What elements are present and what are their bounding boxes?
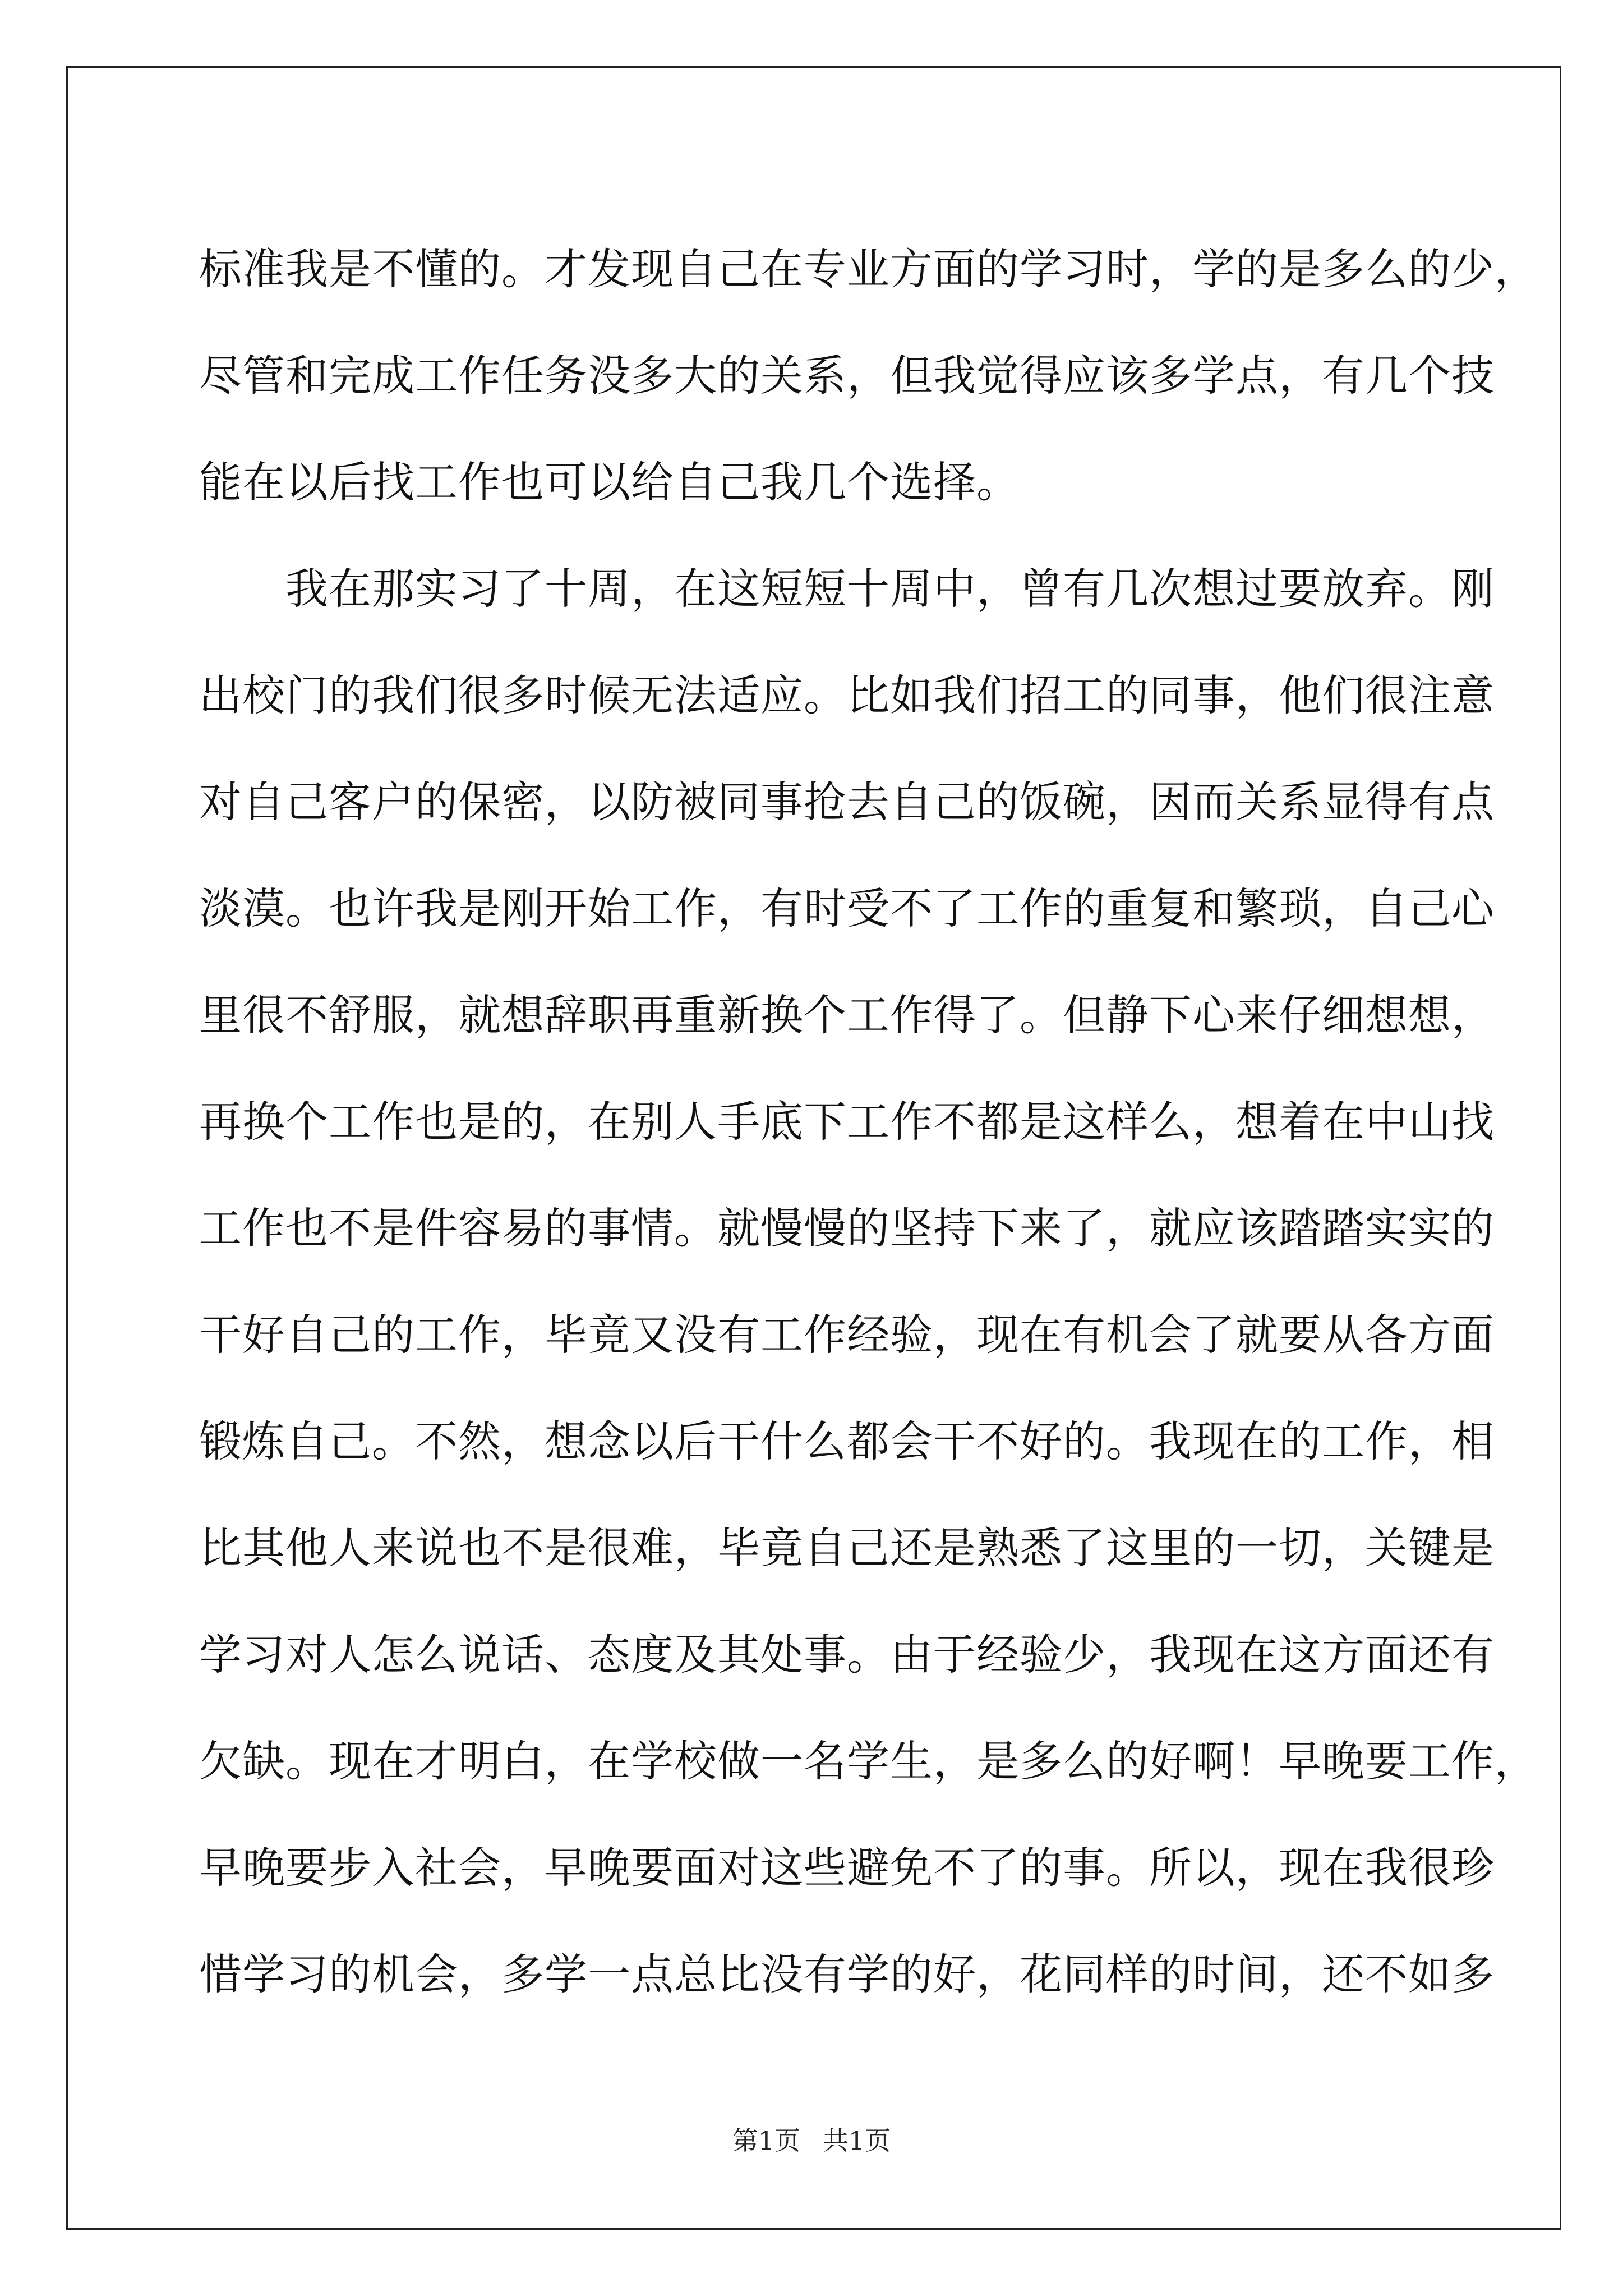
text-line: 锻炼自己。不然，想念以后干什么都会干不好的。我现在的工作，相: [199, 1416, 1495, 1466]
text-line: 惜学习的机会，多学一点总比没有学的好，花同样的时间，还不如多: [199, 1949, 1495, 1999]
text-line: 早晚要步入社会，早晚要面对这些避免不了的事。所以，现在我很珍: [199, 1843, 1495, 1893]
text-line: 里很不舒服，就想辞职再重新换个工作得了。但静下心来仔细想想，: [199, 990, 1495, 1040]
document-body: [199, 216, 1538, 2028]
text-line: 尽管和完成工作任务没多大的关系，但我觉得应该多学点，有几个技: [199, 351, 1495, 401]
text-line: 欠缺。现在才明白，在学校做一名学生，是多么的好啊！早晚要工作，: [199, 1736, 1538, 1786]
page-footer: [0, 2120, 1623, 2157]
text-line: 标准我是不懂的。才发现自己在专业方面的学习时，学的是多么的少，: [199, 244, 1538, 294]
text-line: 对自己客户的保密，以防被同事抢去自己的饭碗，因而关系显得有点: [199, 777, 1495, 827]
text-line: 出校门的我们很多时候无法适应。比如我们招工的同事，他们很注意: [199, 670, 1495, 720]
text-line: 淡漠。也许我是刚开始工作，有时受不了工作的重复和繁琐，自己心: [199, 884, 1495, 933]
text-line: 学习对人怎么说话、态度及其处事。由于经验少，我现在这方面还有: [199, 1630, 1495, 1680]
text-line: 能在以后找工作也可以给自己我几个选择。: [199, 457, 1020, 507]
page-total: 共1页: [823, 2125, 891, 2156]
page-number: 第1页: [732, 2125, 800, 2156]
text-line: 我在那实习了十周，在这短短十周中，曾有几次想过要放弃。刚: [199, 564, 1495, 614]
text-line: 比其他人来说也不是很难，毕竟自己还是熟悉了这里的一切，关键是: [199, 1523, 1495, 1573]
text-line: 干好自己的工作，毕竟又没有工作经验，现在有机会了就要从各方面: [199, 1310, 1495, 1360]
text-line: 再换个工作也是的，在别人手底下工作不都是这样么，想着在中山找: [199, 1097, 1495, 1147]
text-line: 工作也不是件容易的事情。就慢慢的坚持下来了，就应该踏踏实实的: [199, 1203, 1495, 1253]
